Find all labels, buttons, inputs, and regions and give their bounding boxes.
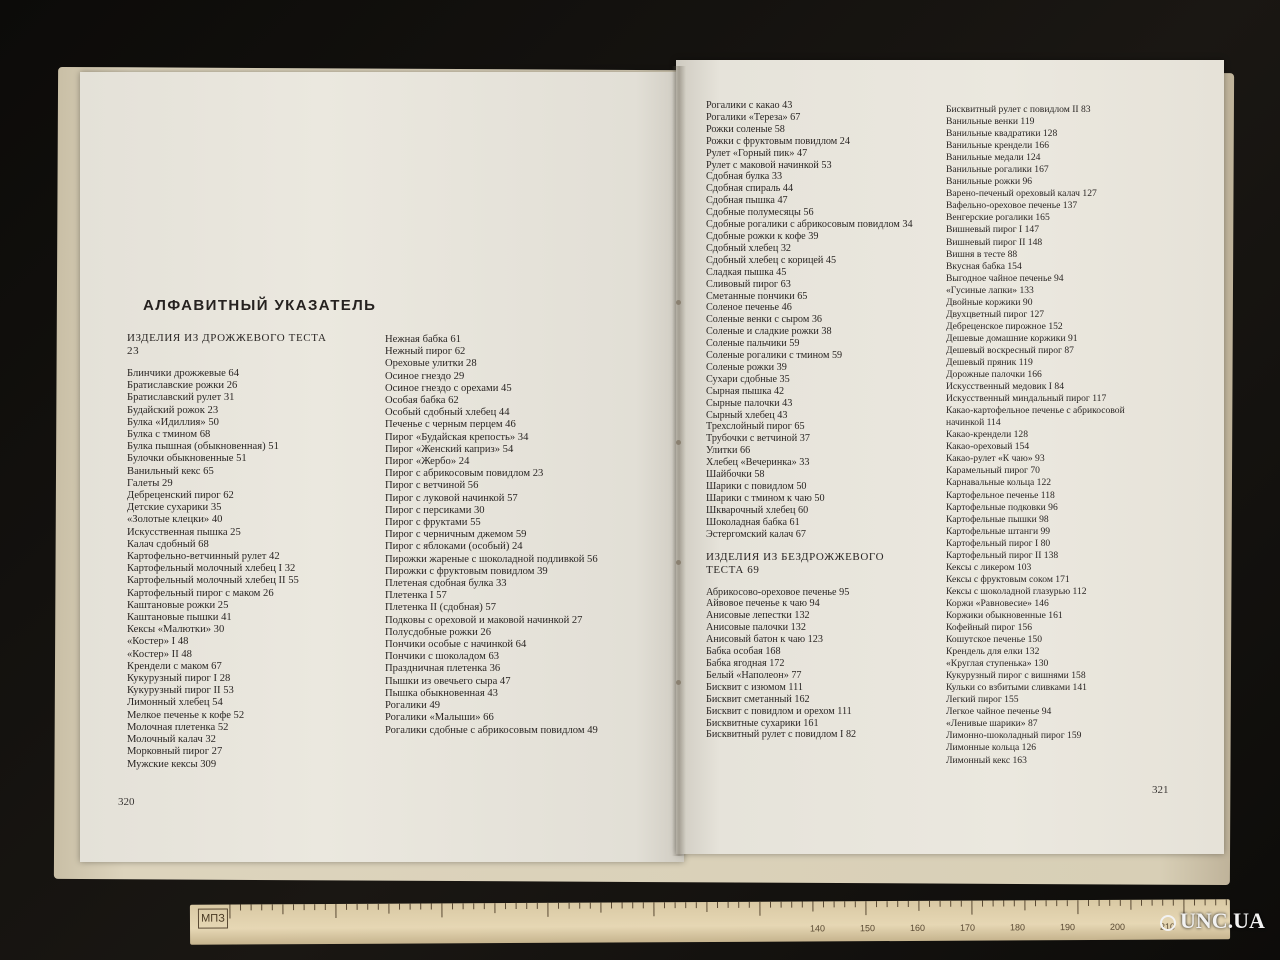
ruler-label: 160 [910,922,926,933]
index-entry: Абрикосово-ореховое печенье 95 [706,586,850,598]
index-entry: Пирог «Женский каприз» 54 [385,443,514,455]
index-entry: Дебреценское пирожное 152 [946,320,1063,332]
index-entry: Кексы с ликером 103 [946,561,1032,573]
index-entry: Сдобная булка 33 [706,171,783,183]
index-entry: Будайский рожок 23 [127,404,219,416]
index-entry: Дешевые домашние коржики 91 [946,332,1078,344]
index-entry: Улитки 66 [706,445,751,457]
index-entry: Сдобный хлебец с корицей 45 [706,254,837,266]
index-entry: Ванильные квадратики 128 [946,128,1058,140]
index-entry: Ореховые улитки 28 [385,358,477,370]
index-entry: Печенье с черным перцем 46 [385,419,516,431]
ruler-label: 210 [1160,921,1176,932]
index-entry: Вишневый пирог I 147 [946,224,1040,236]
book-spine [672,66,686,856]
index-entry: Подковы с ореховой и маковой начинкой 27 [385,614,583,626]
index-entry: Пирог с черничным джемом 59 [385,529,527,541]
index-entry: Сливовый пирог 63 [706,278,791,290]
right-page-column-1 [706,100,936,741]
index-entry: Бисквитные сухарики 161 [706,717,819,729]
index-entry: Пирог с персиками 30 [385,504,485,516]
index-entry: Пирожки с фруктовым повидлом 39 [385,565,548,577]
index-entry: Осиное гнездо с орехами 45 [385,382,512,394]
index-entry: Мелкое печенье к кофе 52 [127,709,245,721]
index-entry: Лимонный кекс 163 [946,754,1027,766]
index-entry: Сладкая пышка 45 [706,266,787,278]
index-entry: Молочный калач 32 [127,734,216,746]
index-entry: Соленые и сладкие рожки 38 [706,326,832,338]
index-entry: Рожки соленые 58 [706,123,785,135]
index-entry: Хлебец «Вечеринка» 33 [706,457,810,469]
index-entry: Рогалики сдобные с абрикосовым повидлом 49 [385,724,598,736]
index-entry: Кульки со взбитыми сливками 141 [946,682,1087,694]
index-entry: Бисквит с изюмом 111 [706,681,803,693]
index-entry: Мужские кексы 309 [127,758,217,770]
binding-stitch [676,300,681,305]
index-entry: Особый сдобный хлебец 44 [385,407,510,419]
left-page-column-1 [127,332,379,771]
index-entry: Рогалики «Тереза» 67 [706,111,801,123]
index-entry: Сметанные пончики 65 [706,290,808,302]
section-heading: ИЗДЕЛИЯ ИЗ БЕЗДРОЖЖЕВОГО ТЕСТА 69 [706,550,885,576]
index-entry: Белый «Наполеон» 77 [706,669,802,681]
index-entry: «Костер» I 48 [127,636,189,648]
index-entry: Какао-картофельное печенье с абрикосовой начинкой 114 [946,405,1125,429]
index-entry: Ванильные венки 119 [946,116,1035,128]
index-entry: Бисквит с повидлом и орехом 111 [706,705,852,717]
watermark-text: UNC.UA [1180,908,1265,933]
index-entry: Рогалики «Малыши» 66 [385,712,494,724]
index-entry: Трубочки с ветчиной 37 [706,433,810,445]
index-entry: Соленые венки с сыром 36 [706,314,823,326]
index-entry: Крендели с маком 67 [127,660,222,672]
index-entry: Плетенка I 57 [385,590,447,602]
index-entry: Пирожки жареные с шоколадной подливкой 56 [385,553,598,565]
index-entry: Лимонно-шоколадный пирог 159 [946,730,1082,742]
index-entry: Ванильные крендели 166 [946,140,1050,152]
index-entry: Коржики обыкновенные 161 [946,609,1063,621]
index-entry: Венгерские рогалики 165 [946,212,1050,224]
index-entry: Сдобные рогалики с абрикосовым повидлом 34 [706,219,913,231]
index-entry: Лимонный хлебец 54 [127,697,223,709]
index-entry: Пирог «Жербо» 24 [385,456,470,468]
index-entry: Особая бабка 62 [385,395,459,407]
index-entry: Какао-рулет «К чаю» 93 [946,453,1045,465]
index-entry: Рулет с маковой начинкой 53 [706,159,832,171]
ruler-label: 190 [1060,922,1076,933]
index-entry: Кексы с шоколадной глазурью 112 [946,585,1087,597]
index-entry: Картофельный молочный хлебец II 55 [127,575,299,587]
index-entry: Рогалики 49 [385,700,441,712]
page-number: 321 [1152,784,1169,796]
index-entry: Галеты 29 [127,477,173,489]
index-entry: Соленые рогалики с тмином 59 [706,350,843,362]
index-entry: Праздничная плетенка 36 [385,663,501,675]
index-entry: Анисовые лепестки 132 [706,610,810,622]
index-entry: Сдобная пышка 47 [706,195,788,207]
index-entry: Коржи «Равновесие» 146 [946,597,1049,609]
index-entry: Легкий пирог 155 [946,694,1019,706]
index-entry: Блинчики дрожжевые 64 [127,368,240,379]
index-entry: Кошутское печенье 150 [946,634,1043,646]
index-entry: Сдобные рожки к кофе 39 [706,230,819,242]
ruler-label: 140 [810,923,826,934]
index-entry: «Ленивые шарики» 87 [946,718,1038,730]
index-entry: Трехслойный пирог 65 [706,421,805,433]
index-title: АЛФАВИТНЫЙ УКАЗАТЕЛЬ [143,297,377,314]
index-entry: Картофельно-ветчинный рулет 42 [127,551,280,563]
index-entry: Картофельное печенье 118 [946,489,1055,501]
index-entry: Сдобные полумесяцы 56 [706,207,814,219]
index-entry: Каштановые рожки 25 [127,599,229,611]
index-entry: Шоколадная бабка 61 [706,516,800,528]
index-entry: Варено-печеный ореховый калач 127 [946,188,1097,200]
index-entry: Крендель для елки 132 [946,646,1040,658]
index-entry: Кукурузный пирог с вишнями 158 [946,670,1086,682]
index-entry: «Круглая ступенька» 130 [946,658,1049,670]
index-entry: Пончики с шоколадом 63 [385,651,500,663]
index-entry: Двухцветный пирог 127 [946,308,1045,320]
watermark-logo-icon [1160,915,1176,931]
index-entry: Соленое печенье 46 [706,302,792,314]
index-entry: Дорожные палочки 166 [946,369,1042,381]
index-entry: Пирог с ветчиной 56 [385,480,479,492]
index-entry: Пирог с луковой начинкой 57 [385,492,518,504]
index-entry: Пирог с абрикосовым повидлом 23 [385,468,544,480]
index-entry: Бисквитный рулет с повидлом I 82 [706,729,857,741]
index-entry: Вафельно-ореховое печенье 137 [946,200,1078,212]
index-entry: Пирог с яблоками (особый) 24 [385,541,523,553]
index-entry: Калач сдобный 68 [127,538,209,550]
index-entry: Булочки обыкновенные 51 [127,453,247,465]
index-entry: Булка с тмином 68 [127,429,211,441]
index-entry: Карамельный пирог 70 [946,465,1040,477]
index-entry: Дешевый пряник 119 [946,356,1033,368]
index-entry: Карнавальные кольца 122 [946,477,1052,489]
index-entry: Искусственная пышка 25 [127,526,241,538]
index-entry: Соленые пальчики 59 [706,338,800,350]
index-entry: Анисовый батон к чаю 123 [706,634,823,646]
ruler [190,899,1230,944]
index-entry: Ванильные рогалики 167 [946,164,1049,176]
index-entry: Искусственный миндальный пирог 117 [946,393,1107,405]
index-entry: Кукурузный пирог II 53 [127,685,234,697]
index-entry: Рожки с фруктовым повидлом 24 [706,135,850,147]
index-entry: Нежная бабка 61 [385,334,461,345]
index-entry: Нежный пирог 62 [385,346,466,358]
binding-stitch [676,680,681,685]
index-entry: Пончики особые с начинкой 64 [385,639,527,651]
index-entry: Картофельный молочный хлебец I 32 [127,563,296,575]
index-entry: Картофельные пышки 98 [946,513,1049,525]
index-entry: Братиславские рожки 26 [127,380,238,392]
index-entry: Пышка обыкновенная 43 [385,687,498,699]
index-entry: Кексы с фруктовым соком 171 [946,573,1070,585]
index-entry: Шарики с тмином к чаю 50 [706,492,825,504]
index-entry: Сырные палочки 43 [706,397,793,409]
index-entry: Сырный хлебец 43 [706,409,788,421]
index-entry: Шкварочный хлебец 60 [706,504,809,516]
ruler-logo: МПЗ [198,909,228,929]
right-page-column-2 [946,104,1164,767]
index-entry: Ванильные медали 124 [946,152,1041,164]
index-entry: Картофельные подковки 96 [946,501,1058,513]
index-entry: Эстергомский калач 67 [706,528,806,540]
ruler-label: 170 [960,922,976,933]
index-entry: Картофельный пирог II 138 [946,549,1059,561]
index-entry: Пышки из овечьего сыра 47 [385,675,511,687]
index-entry: Шайбочки 58 [706,469,765,481]
index-entry: Ванильный кекс 65 [127,465,214,477]
index-entry: Картофельный пирог I 80 [946,537,1051,549]
index-entry: Морковный пирог 27 [127,746,223,758]
index-entry: Шарики с повидлом 50 [706,481,807,492]
index-entry: «Костер» II 48 [127,648,192,660]
index-entry: Детские сухарики 35 [127,502,222,514]
index-entry: Каштановые пышки 41 [127,612,232,624]
index-entry: Легкое чайное печенье 94 [946,706,1052,718]
index-entry: Вкусная бабка 154 [946,260,1022,272]
index-entry: Бабка ягодная 172 [706,657,785,669]
index-entry: Булка пышная (обыкновенная) 51 [127,441,279,453]
index-entry: Пирог «Будайская крепость» 34 [385,431,529,443]
index-entry: Искусственный медовик I 84 [946,381,1064,393]
index-entry: Кексы «Малютки» 30 [127,624,225,636]
index-entry: «Гусиные лапки» 133 [946,284,1034,296]
index-entry: Сдобная спираль 44 [706,183,794,195]
index-entry: Плетенка II (сдобная) 57 [385,602,497,614]
page-number: 320 [118,796,135,808]
index-entry: Вишня в тесте 88 [946,248,1018,260]
index-entry: Рогалики с какао 43 [706,100,793,111]
index-entry: Полусдобные рожки 26 [385,626,492,638]
index-entry: Сухари сдобные 35 [706,373,790,385]
index-entry: Молочная плетенка 52 [127,721,229,733]
index-entry: Соленые рожки 39 [706,361,787,373]
index-entry: Булка «Идиллия» 50 [127,416,219,428]
index-entry: Анисовые палочки 132 [706,622,806,634]
index-entry: Лимонные кольца 126 [946,742,1037,754]
index-entry: Плетеная сдобная булка 33 [385,578,507,590]
section-heading: ИЗДЕЛИЯ ИЗ ДРОЖЖЕВОГО ТЕСТА 23 [127,332,327,357]
watermark [1160,908,1265,934]
index-entry: Бисквитный рулет с повидлом II 83 [946,104,1091,115]
ruler-label: 200 [1110,921,1126,932]
index-entry: Двойные коржики 90 [946,296,1033,308]
index-entry: «Золотые клецки» 40 [127,514,223,526]
index-entry: Пирог с фруктами 55 [385,517,481,529]
index-entry: Выгодное чайное печенье 94 [946,272,1064,284]
index-entry: Сдобный хлебец 32 [706,242,792,254]
ruler-label: 150 [860,923,876,934]
index-entry: Рулет «Горный пик» 47 [706,147,808,159]
index-entry: Картофельные штанги 99 [946,525,1051,537]
index-entry: Кофейный пирог 156 [946,622,1033,634]
index-entry: Айвовое печенье к чаю 94 [706,598,820,610]
binding-stitch [676,440,681,445]
index-entry: Братиславский рулет 31 [127,392,235,404]
ruler-label: 180 [1010,922,1026,933]
index-entry: Какао-ореховый 154 [946,441,1030,453]
left-page-column-2 [385,334,625,737]
index-entry: Дебреценский пирог 62 [127,490,234,502]
index-entry: Картофельный пирог с маком 26 [127,587,274,599]
index-entry: Бисквит сметанный 162 [706,693,810,705]
binding-stitch [676,560,681,565]
index-entry: Осиное гнездо 29 [385,370,465,382]
index-entry: Вишневый пирог II 148 [946,236,1043,248]
index-entry: Бабка особая 168 [706,646,781,658]
index-entry: Ванильные рожки 96 [946,176,1033,188]
index-entry: Дешевый воскресный пирог 87 [946,344,1074,356]
index-entry: Сырная пышка 42 [706,385,785,397]
index-entry: Какао-крендели 128 [946,429,1028,441]
index-entry: Кукурузный пирог I 28 [127,673,231,685]
